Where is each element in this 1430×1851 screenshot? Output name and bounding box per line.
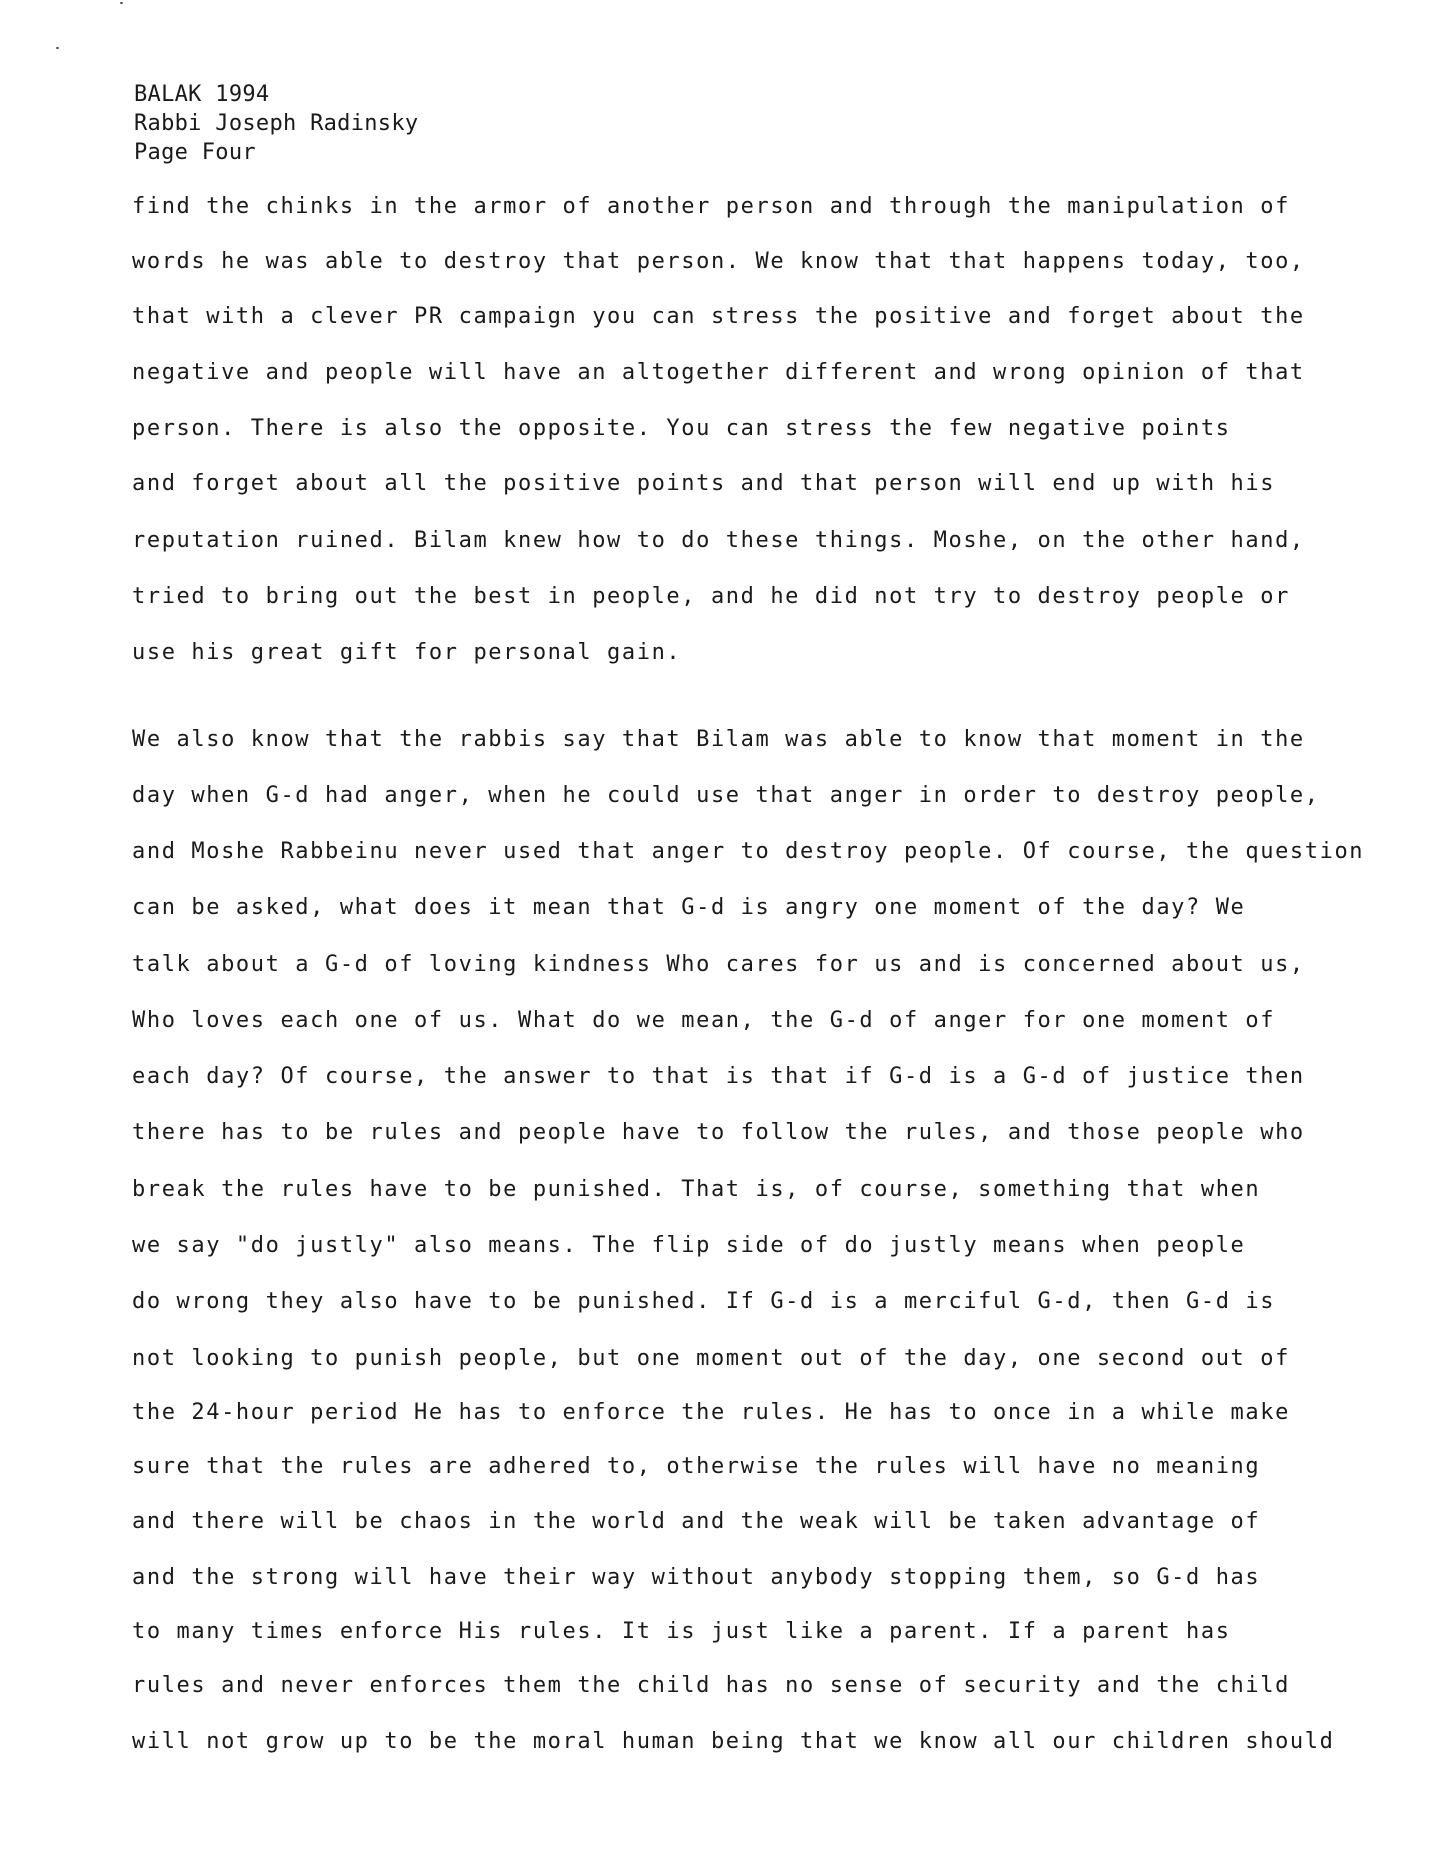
text-line: we say "do justly" also means. The flip side of do justly means when people (132, 1233, 1246, 1258)
document-header (134, 80, 418, 167)
header-author: Rabbi Joseph Radinsky (134, 111, 419, 136)
text-line: use his great gift for personal gain. (132, 640, 682, 665)
text-line: rules and never enforces them the child has no sense of security and the child (132, 1673, 1290, 1698)
text-line: do wrong they also have to be punished. If G-d is a merciful G-d, then G-d is (132, 1289, 1276, 1314)
text-line: not looking to punish people, but one moment out of the day, one second out of (132, 1346, 1290, 1371)
text-line: can be asked, what does it mean that G-d is angry one moment of the day? We (132, 895, 1246, 920)
text-line: day when G-d had anger, when he could use that anger in order to destroy people, (132, 783, 1320, 808)
text-line: reputation ruined. Bilam knew how to do these things. Moshe, on the other hand, (132, 528, 1305, 553)
text-line: We also know that the rabbis say that Bilam was able to know that moment in the (132, 727, 1305, 752)
text-line: negative and people will have an altogether different and wrong opinion of that (132, 360, 1305, 385)
text-line: there has to be rules and people have to follow the rules, and those people who (132, 1120, 1305, 1145)
text-line: find the chinks in the armor of another person and through the manipulation of (132, 194, 1290, 219)
text-line: Who loves each one of us. What do we mean, the G-d of anger for one moment of (132, 1008, 1276, 1033)
scan-speck (120, 2, 123, 4)
text-line: and there will be chaos in the world and the weak will be taken advantage of (132, 1509, 1261, 1534)
text-line: words he was able to destroy that person. We know that that happens today, too, (132, 249, 1305, 274)
text-line: tried to bring out the best in people, and he did not try to destroy people or (132, 584, 1290, 609)
text-line: break the rules have to be punished. That is, of course, something that when (132, 1177, 1261, 1202)
text-line: and the strong will have their way without anybody stopping them, so G-d has (132, 1565, 1261, 1590)
text-line: that with a clever PR campaign you can stress the positive and forget about the (132, 304, 1305, 329)
text-line: will not grow up to be the moral human being that we know all our children should (132, 1729, 1335, 1754)
header-title: BALAK 1994 (134, 82, 270, 107)
text-line: the 24-hour period He has to enforce the rules. He has to once in a while make (132, 1400, 1290, 1425)
text-line: and Moshe Rabbeinu never used that anger to destroy people. Of course, the question (132, 839, 1365, 864)
scan-speck (56, 47, 59, 49)
text-line: talk about a G-d of loving kindness Who cares for us and is concerned about us, (132, 952, 1305, 977)
text-line: each day? Of course, the answer to that is that if G-d is a G-d of justice then (132, 1064, 1305, 1089)
text-line: and forget about all the positive points and that person will end up with his (132, 471, 1276, 496)
text-line: to many times enforce His rules. It is just like a parent. If a parent has (132, 1619, 1231, 1644)
header-page-number: Page Four (134, 140, 256, 165)
text-line: sure that the rules are adhered to, otherwise the rules will have no meaning (132, 1454, 1261, 1479)
text-line: person. There is also the opposite. You can stress the few negative points (132, 416, 1231, 441)
